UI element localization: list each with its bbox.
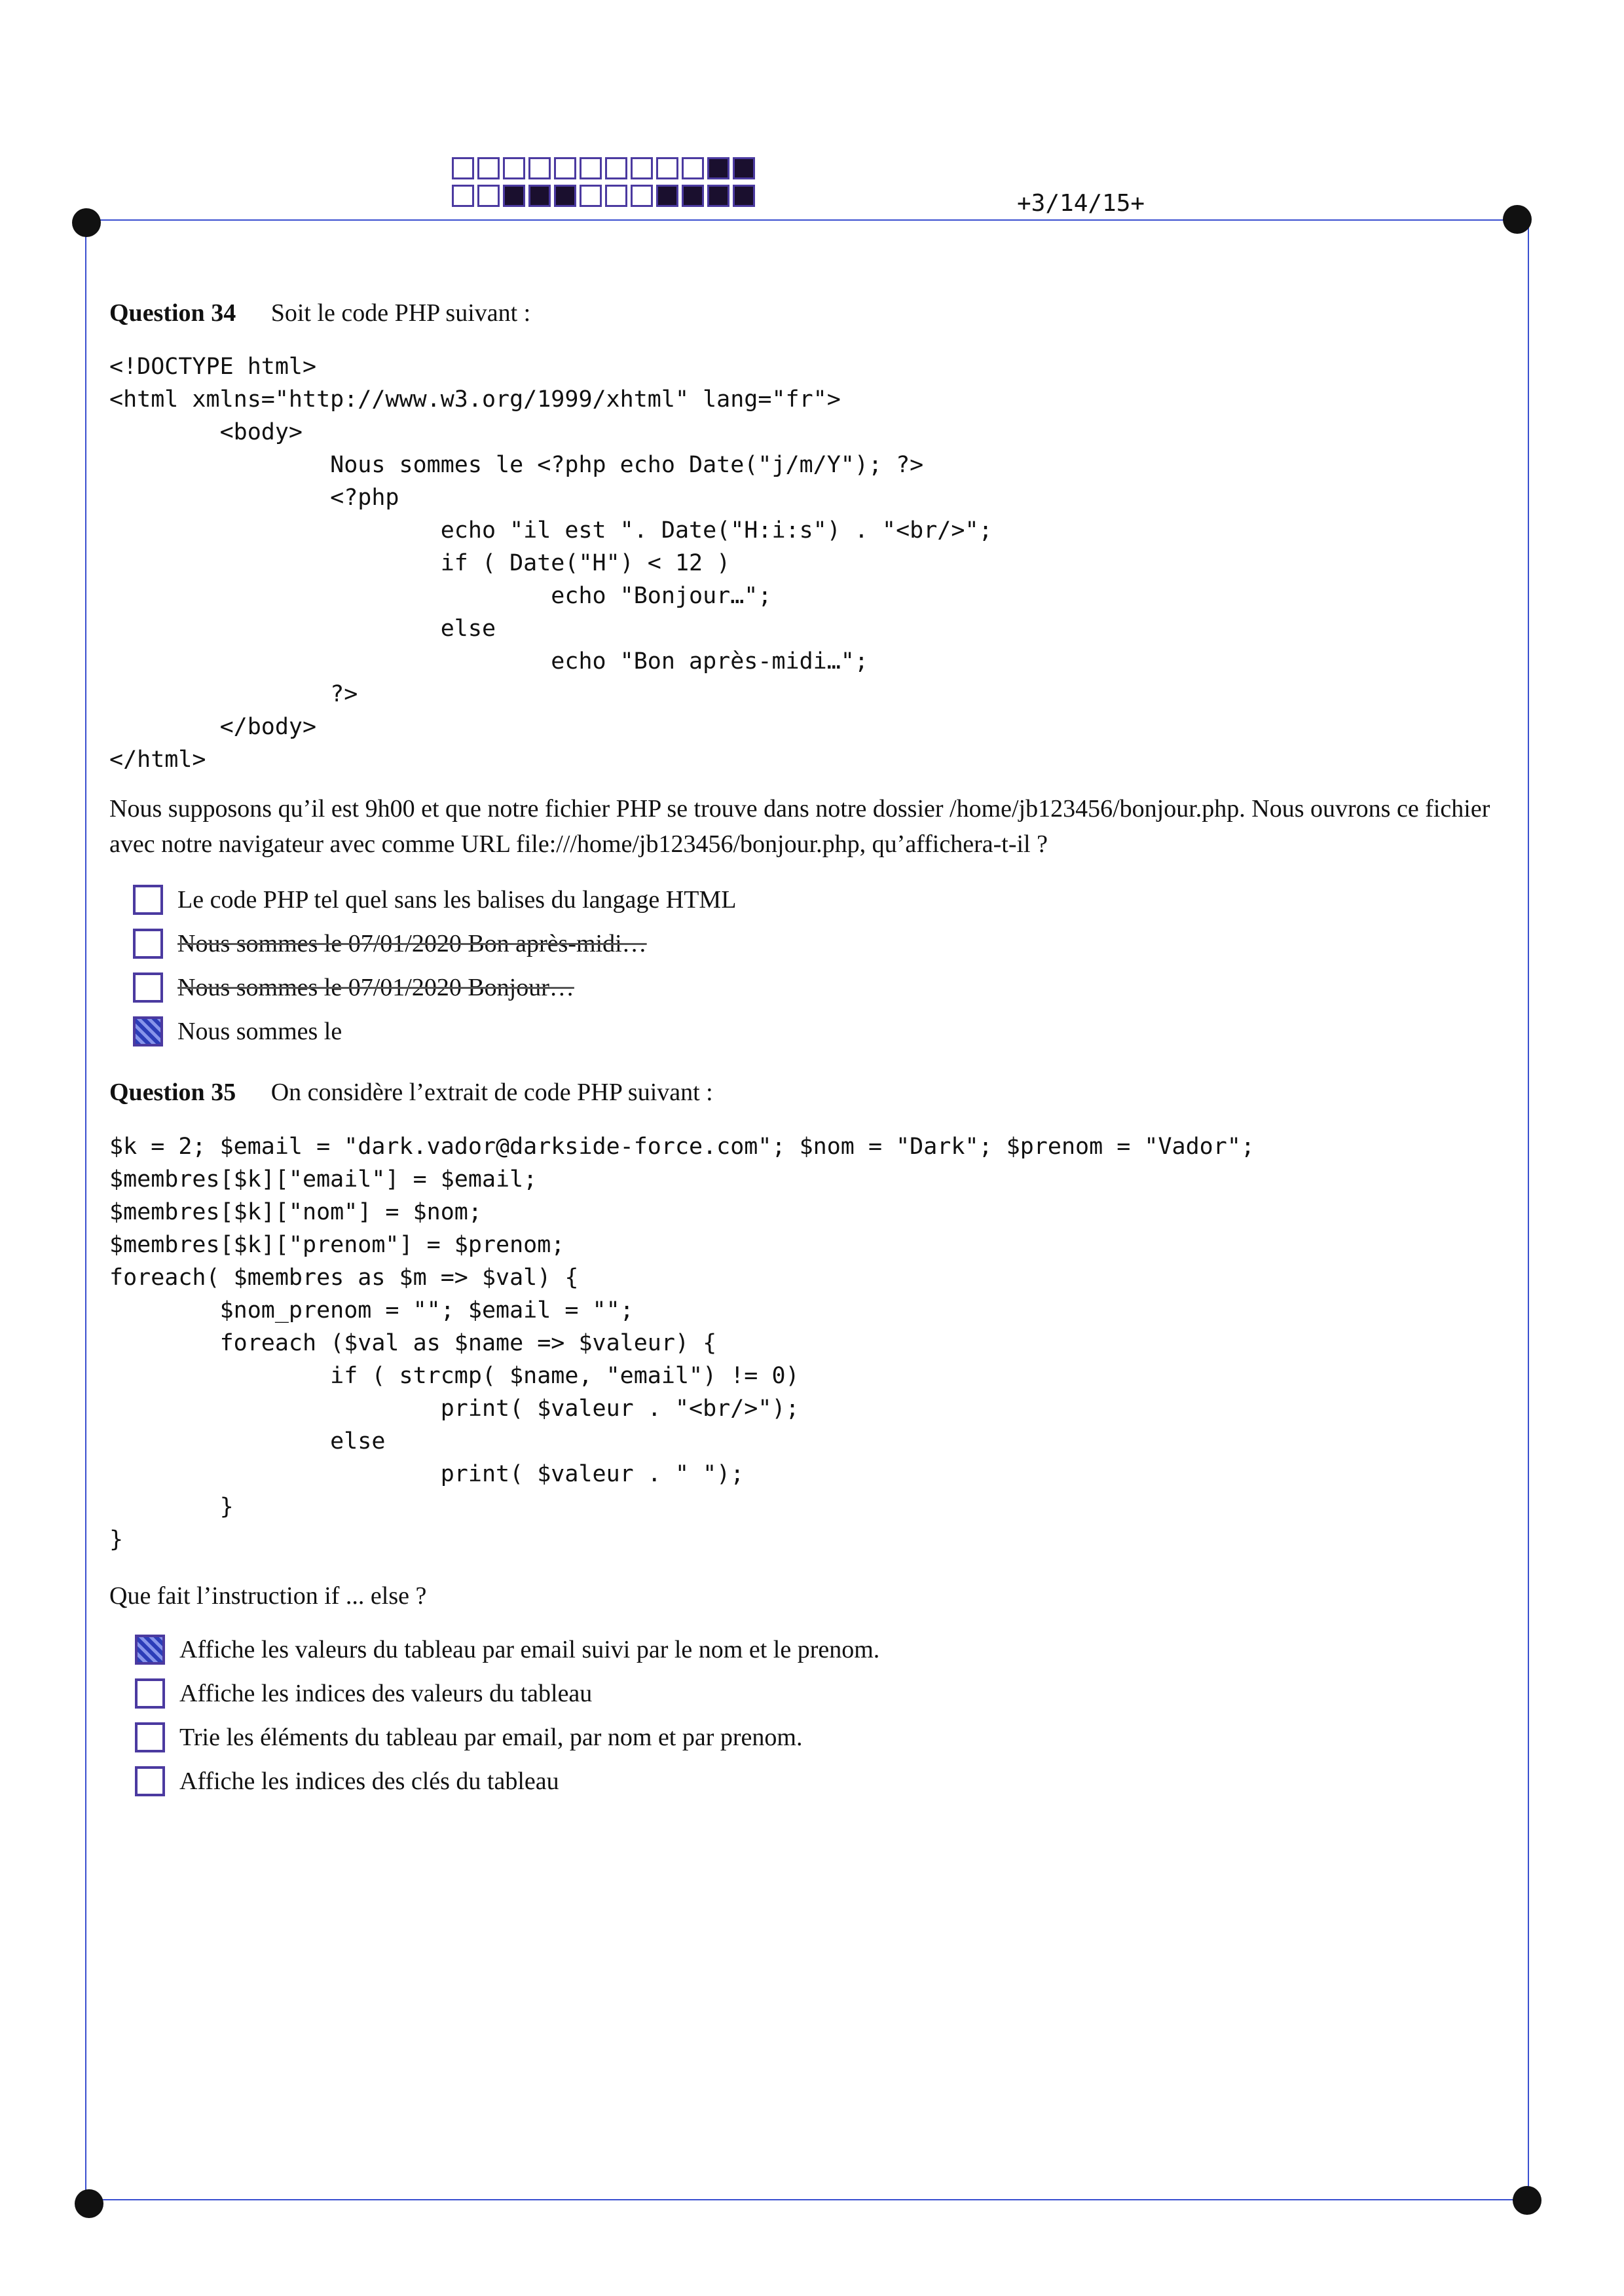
code-box	[631, 157, 653, 179]
code-box	[631, 185, 653, 207]
code-box	[656, 185, 678, 207]
corner-mark-top-left	[72, 208, 101, 237]
code-box	[503, 185, 525, 207]
answer-option[interactable]	[133, 965, 736, 1009]
answer-option[interactable]	[135, 1627, 879, 1671]
code-box	[528, 157, 551, 179]
answer-checkbox[interactable]	[133, 972, 163, 1003]
code-box	[554, 185, 576, 207]
code-box	[528, 185, 551, 207]
question-prompt: On considère l’extrait de code PHP suivant :	[270, 1079, 713, 1106]
answer-checkbox[interactable]	[133, 929, 163, 959]
answer-label: Trie les éléments du tableau par email, par nom et par prenom.	[179, 1723, 803, 1751]
question-number: Question 35	[109, 1079, 236, 1106]
code-row-2	[452, 185, 758, 207]
question-35-code: $k = 2; $email = "dark.vador@darkside-force.com"; $nom = "Dark"; $prenom = "Vador"; $membres[$k]["email"] = $email; $membres[$k]["nom"] = $nom; $membres[$k]["prenom"] = $prenom; foreach( $membres as $m => $val) { $nom_prenom = ""; $email = ""; foreach ($val as $name => $valeur) { if ( strcmp( $name, "email") != 0) print( $valeur . "<br/>"); else print( $valeur . " "); } }	[109, 1134, 1255, 1553]
code-box	[707, 157, 729, 179]
answer-checkbox[interactable]	[133, 1016, 163, 1046]
question-number: Question 34	[109, 299, 236, 327]
question-34-answers	[133, 878, 736, 1053]
answer-checkbox[interactable]	[135, 1635, 165, 1665]
code-box	[733, 157, 755, 179]
corner-mark-bottom-left	[75, 2189, 103, 2218]
code-box	[682, 157, 704, 179]
question-34-code: <!DOCTYPE html> <html xmlns="http://www.w3.org/1999/xhtml" lang="fr"> <body> Nous sommes le <?php echo Date("j/m/Y"); ?> <?php echo "il est ". Date("H:i:s") . "<br/>"; if ( Date("H") < 12 ) echo "Bonjour…"; else echo "Bon après-midi…"; ?> </body> </html>	[109, 354, 993, 773]
code-box	[554, 157, 576, 179]
code-box	[452, 185, 474, 207]
code-box	[452, 157, 474, 179]
answer-option[interactable]	[135, 1715, 879, 1759]
question-35-answers	[135, 1627, 879, 1803]
question-34-heading	[109, 298, 530, 328]
answer-option[interactable]	[135, 1759, 879, 1803]
answer-label: Le code PHP tel quel sans les balises du langage HTML	[177, 885, 737, 914]
answer-checkbox[interactable]	[135, 1678, 165, 1709]
question-35-heading	[109, 1077, 713, 1107]
code-box	[656, 157, 678, 179]
code-box	[580, 185, 602, 207]
code-box	[605, 185, 627, 207]
question-34-text: Nous supposons qu’il est 9h00 et que notre fichier PHP se trouve dans notre dossier /home/jb123456/bonjour.php. Nous ouvrons ce fichier avec notre navigateur avec comme URL file:///home/jb123456/bonjour.php, qu’affichera-t-il ?	[109, 795, 1490, 858]
code-box	[503, 157, 525, 179]
page-code-boxes	[452, 157, 758, 212]
code-box	[477, 157, 500, 179]
corner-mark-top-right	[1503, 205, 1532, 234]
answer-label: Affiche les indices des valeurs du tableau	[179, 1679, 593, 1707]
answer-label: Nous sommes le 07/01/2020 Bon après-midi…	[177, 929, 647, 957]
corner-mark-bottom-right	[1513, 2186, 1541, 2215]
code-box	[707, 185, 729, 207]
code-box	[605, 157, 627, 179]
question-prompt: Soit le code PHP suivant :	[270, 299, 531, 327]
answer-option[interactable]	[133, 878, 736, 921]
code-box	[580, 157, 602, 179]
code-row-1	[452, 157, 758, 179]
answer-label: Affiche les valeurs du tableau par email suivi par le nom et le prenom.	[179, 1635, 880, 1663]
answer-label: Nous sommes le 07/01/2020 Bonjour…	[177, 973, 574, 1001]
answer-checkbox[interactable]	[135, 1766, 165, 1796]
answer-checkbox[interactable]	[133, 885, 163, 915]
page-identifier: +3/14/15+	[1017, 190, 1145, 217]
answer-option[interactable]	[133, 921, 736, 965]
answer-label: Affiche les indices des clés du tableau	[179, 1767, 559, 1795]
code-box	[733, 185, 755, 207]
code-box	[682, 185, 704, 207]
answer-label: Nous sommes le	[177, 1017, 342, 1045]
answer-option[interactable]	[133, 1009, 736, 1053]
answer-option[interactable]	[135, 1671, 879, 1715]
code-box	[477, 185, 500, 207]
answer-checkbox[interactable]	[135, 1722, 165, 1752]
question-35-text: Que fait l’instruction if ... else ?	[109, 1582, 427, 1610]
